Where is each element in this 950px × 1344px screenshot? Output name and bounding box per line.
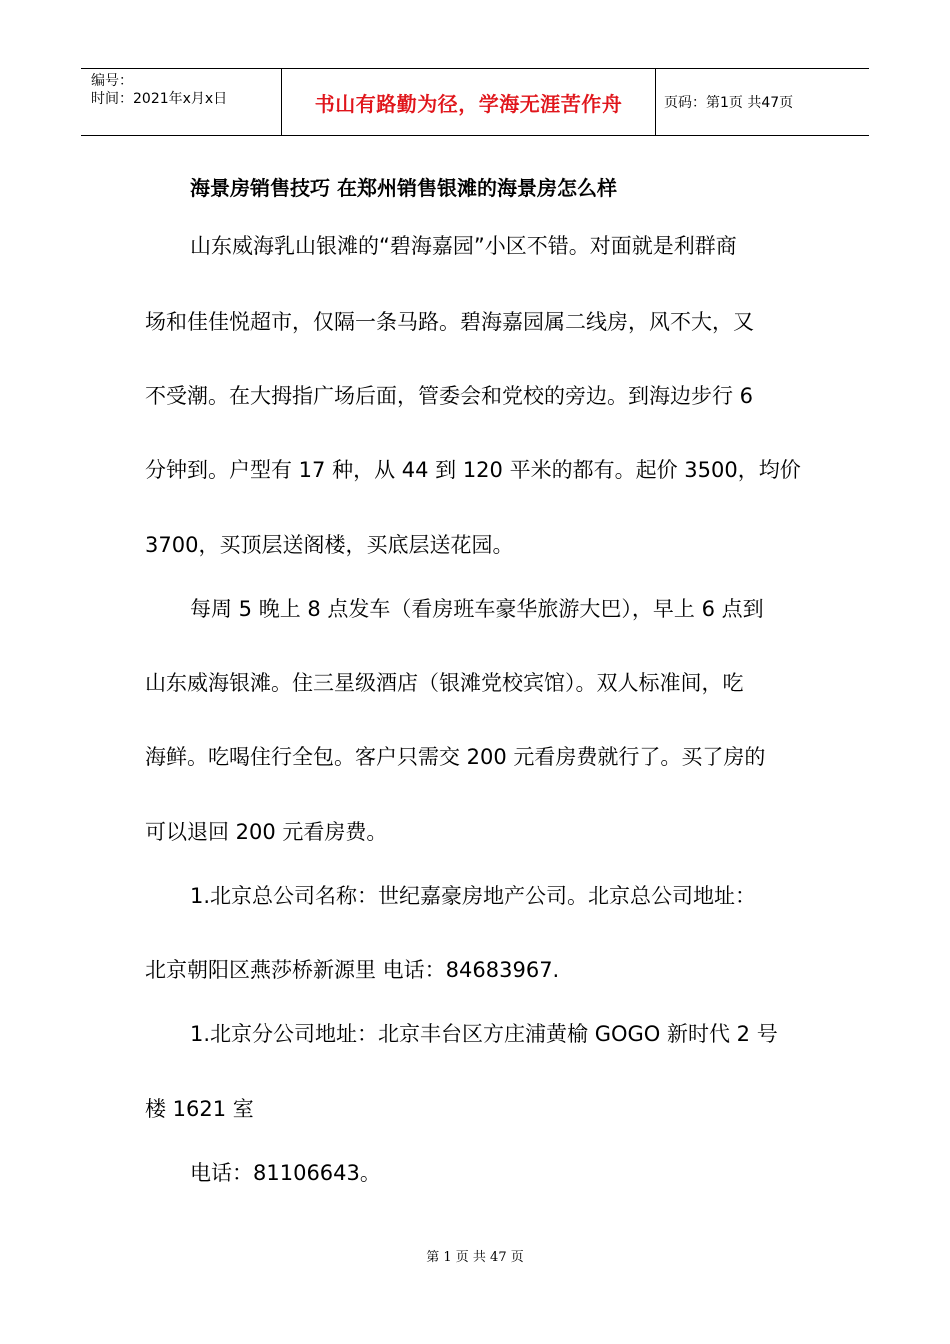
paragraph-line: 场和佳佳悦超市，仅隔一条马路。碧海嘉园属二线房，风不大，又 xyxy=(145,310,754,334)
paragraph-line: 不受潮。在大拇指广场后面，管委会和党校的旁边。到海边步行 6 xyxy=(145,384,754,408)
document-header xyxy=(81,68,869,136)
date-label: 时间：2021年x月x日 xyxy=(91,91,228,107)
header-meta xyxy=(81,69,281,135)
paragraph-line: 楼 1621 室 xyxy=(145,1097,254,1121)
number-label: 编号： xyxy=(91,73,133,89)
paragraph-line: 山东威海乳山银滩的“碧海嘉园”小区不错。对面就是利群商 xyxy=(190,234,737,258)
paragraph-line: 电话：81106643。 xyxy=(190,1161,381,1185)
paragraph-line: 分钟到。户型有 17 种，从 44 到 120 平米的都有。起价 3500，均价 xyxy=(145,458,801,482)
paragraph-line: 1.北京总公司名称：世纪嘉豪房地产公司。北京总公司地址： xyxy=(190,884,757,908)
document-title: 海景房销售技巧 在郑州销售银滩的海景房怎么样 xyxy=(190,176,617,200)
paragraph-line: 可以退回 200 元看房费。 xyxy=(145,820,388,844)
paragraph-line: 每周 5 晚上 8 点发车（看房班车豪华旅游大巴），早上 6 点到 xyxy=(190,597,764,621)
paragraph-line: 1.北京分公司地址：北京丰台区方庄浦黄榆 GOGO 新时代 2 号 xyxy=(190,1022,778,1046)
page-footer: 第 1 页 共 47 页 xyxy=(426,1250,524,1265)
header-divider xyxy=(655,69,656,135)
header-page-info: 页码：第1页 共47页 xyxy=(664,95,794,111)
header-motto: 书山有路勤为径，学海无涯苦作舟 xyxy=(314,91,623,116)
paragraph-line: 3700，买顶层送阁楼，买底层送花园。 xyxy=(145,533,514,557)
paragraph-line: 山东威海银滩。住三星级酒店（银滩党校宾馆）。双人标准间，吃 xyxy=(145,671,744,695)
paragraph-line: 北京朝阳区燕莎桥新源里 电话：84683967. xyxy=(145,958,560,982)
paragraph-line: 海鲜。吃喝住行全包。客户只需交 200 元看房费就行了。买了房的 xyxy=(145,745,766,769)
